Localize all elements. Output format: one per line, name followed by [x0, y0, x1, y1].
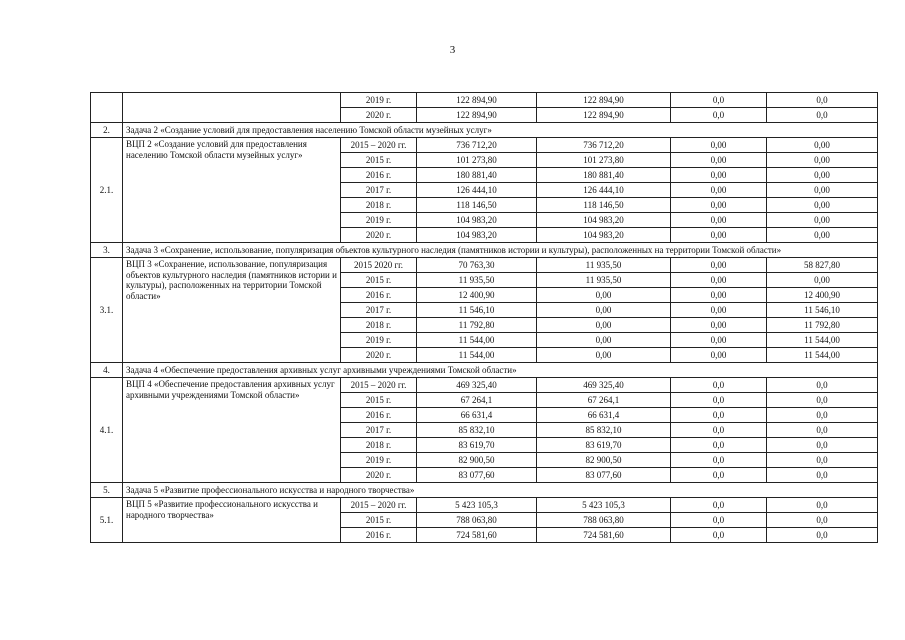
other-sources-cell: 0,0 [767, 393, 878, 408]
task-number: 2. [91, 123, 123, 138]
regional-budget-cell: 67 264,1 [537, 393, 671, 408]
regional-budget-cell: 180 881,40 [537, 168, 671, 183]
year-cell: 2016 г. [341, 528, 417, 543]
federal-budget-cell: 0,0 [671, 498, 767, 513]
year-cell: 2018 г. [341, 198, 417, 213]
federal-budget-cell: 0,00 [671, 273, 767, 288]
program-number: 2.1. [91, 138, 123, 243]
regional-budget-cell: 0,00 [537, 303, 671, 318]
total-value-cell: 126 444,10 [417, 183, 537, 198]
task-title: Задача 2 «Создание условий для предоставления населению Томской области музейных услуг» [123, 123, 878, 138]
federal-budget-cell: 0,0 [671, 528, 767, 543]
total-value-cell: 180 881,40 [417, 168, 537, 183]
page-number: 3 [449, 44, 456, 56]
regional-budget-cell: 0,00 [537, 288, 671, 303]
year-cell: 2019 г. [341, 333, 417, 348]
program-number: 3.1. [91, 258, 123, 363]
federal-budget-cell: 0,0 [671, 423, 767, 438]
program-number: 4.1. [91, 378, 123, 483]
federal-budget-cell: 0,00 [671, 288, 767, 303]
total-value-cell: 11 544,00 [417, 348, 537, 363]
federal-budget-cell: 0,00 [671, 303, 767, 318]
total-value-cell: 12 400,90 [417, 288, 537, 303]
total-value-cell: 788 063,80 [417, 513, 537, 528]
year-cell: 2015 – 2020 гг. [341, 138, 417, 153]
total-value-cell: 104 983,20 [417, 228, 537, 243]
year-cell: 2016 г. [341, 168, 417, 183]
task-number: 4. [91, 363, 123, 378]
regional-budget-cell: 104 983,20 [537, 213, 671, 228]
table-row [91, 498, 878, 513]
total-value-cell: 469 325,40 [417, 378, 537, 393]
other-sources-cell: 0,00 [767, 198, 878, 213]
other-sources-cell: 0,00 [767, 183, 878, 198]
federal-budget-cell: 0,0 [671, 438, 767, 453]
year-cell: 2017 г. [341, 303, 417, 318]
federal-budget-cell: 0,00 [671, 213, 767, 228]
program-description: ВЦП 5 «Развитие профессионального искусства и народного творчества» [123, 498, 341, 543]
table-row [91, 93, 878, 108]
description-cell [123, 93, 341, 123]
regional-budget-cell: 0,00 [537, 318, 671, 333]
other-sources-cell: 0,0 [767, 498, 878, 513]
total-value-cell: 66 631,4 [417, 408, 537, 423]
total-value-cell: 82 900,50 [417, 453, 537, 468]
regional-budget-cell: 83 619,70 [537, 438, 671, 453]
regional-budget-cell: 82 900,50 [537, 453, 671, 468]
other-sources-cell: 0,0 [767, 378, 878, 393]
federal-budget-cell: 0,0 [671, 393, 767, 408]
regional-budget-cell: 469 325,40 [537, 378, 671, 393]
program-description: ВЦП 3 «Сохранение, использование, популяризация объектов культурного наследия (памятников истории и культуры), расположенных на территории Томской области» [123, 258, 341, 363]
regional-budget-cell: 101 273,80 [537, 153, 671, 168]
program-number: 5.1. [91, 498, 123, 543]
table-body [91, 93, 878, 543]
year-cell: 2016 г. [341, 408, 417, 423]
regional-budget-cell: 104 983,20 [537, 228, 671, 243]
year-cell: 2017 г. [341, 423, 417, 438]
federal-budget-cell: 0,00 [671, 198, 767, 213]
task-row [91, 243, 878, 258]
total-value-cell: 104 983,20 [417, 213, 537, 228]
table-row [91, 378, 878, 393]
other-sources-cell: 11 546,10 [767, 303, 878, 318]
regional-budget-cell: 0,00 [537, 348, 671, 363]
year-cell: 2015 г. [341, 393, 417, 408]
federal-budget-cell: 0,00 [671, 258, 767, 273]
federal-budget-cell: 0,0 [671, 468, 767, 483]
regional-budget-cell: 788 063,80 [537, 513, 671, 528]
year-cell: 2019 г. [341, 453, 417, 468]
regional-budget-cell: 11 935,50 [537, 258, 671, 273]
total-value-cell: 11 546,10 [417, 303, 537, 318]
other-sources-cell: 0,00 [767, 168, 878, 183]
other-sources-cell: 11 544,00 [767, 333, 878, 348]
other-sources-cell: 0,0 [767, 438, 878, 453]
federal-budget-cell: 0,00 [671, 183, 767, 198]
other-sources-cell: 58 827,80 [767, 258, 878, 273]
federal-budget-cell: 0,00 [671, 153, 767, 168]
year-cell: 2019 г. [341, 213, 417, 228]
federal-budget-cell: 0,00 [671, 318, 767, 333]
task-row [91, 123, 878, 138]
year-cell: 2015 г. [341, 513, 417, 528]
total-value-cell: 70 763,30 [417, 258, 537, 273]
total-value-cell: 11 792,80 [417, 318, 537, 333]
other-sources-cell: 0,0 [767, 108, 878, 123]
total-value-cell: 724 581,60 [417, 528, 537, 543]
total-value-cell: 118 146,50 [417, 198, 537, 213]
federal-budget-cell: 0,00 [671, 333, 767, 348]
regional-budget-cell: 0,00 [537, 333, 671, 348]
other-sources-cell: 0,00 [767, 228, 878, 243]
year-cell: 2015 – 2020 гг. [341, 498, 417, 513]
federal-budget-cell: 0,0 [671, 453, 767, 468]
federal-budget-cell: 0,0 [671, 108, 767, 123]
regional-budget-cell: 85 832,10 [537, 423, 671, 438]
other-sources-cell: 0,00 [767, 273, 878, 288]
task-title: Задача 4 «Обеспечение предоставления архивных услуг архивными учреждениями Томской области» [123, 363, 878, 378]
regional-budget-cell: 724 581,60 [537, 528, 671, 543]
federal-budget-cell: 0,00 [671, 228, 767, 243]
row-number-cell [91, 93, 123, 123]
other-sources-cell: 12 400,90 [767, 288, 878, 303]
other-sources-cell: 0,00 [767, 138, 878, 153]
other-sources-cell: 0,00 [767, 213, 878, 228]
total-value-cell: 85 832,10 [417, 423, 537, 438]
year-cell: 2020 г. [341, 468, 417, 483]
regional-budget-cell: 83 077,60 [537, 468, 671, 483]
year-cell: 2015 2020 гг. [341, 258, 417, 273]
regional-budget-cell: 66 631,4 [537, 408, 671, 423]
funding-table [90, 92, 878, 543]
other-sources-cell: 11 792,80 [767, 318, 878, 333]
table-row [91, 138, 878, 153]
program-description: ВЦП 2 «Создание условий для предоставления населению Томской области музейных услуг» [123, 138, 341, 243]
year-cell: 2015 – 2020 гг. [341, 378, 417, 393]
federal-budget-cell: 0,0 [671, 93, 767, 108]
other-sources-cell: 0,0 [767, 528, 878, 543]
task-number: 3. [91, 243, 123, 258]
total-value-cell: 101 273,80 [417, 153, 537, 168]
year-cell: 2020 г. [341, 348, 417, 363]
regional-budget-cell: 118 146,50 [537, 198, 671, 213]
total-value-cell: 83 077,60 [417, 468, 537, 483]
regional-budget-cell: 122 894,90 [537, 93, 671, 108]
year-cell: 2018 г. [341, 318, 417, 333]
regional-budget-cell: 11 935,50 [537, 273, 671, 288]
year-cell: 2015 г. [341, 273, 417, 288]
year-cell: 2017 г. [341, 183, 417, 198]
total-value-cell: 67 264,1 [417, 393, 537, 408]
total-value-cell: 5 423 105,3 [417, 498, 537, 513]
other-sources-cell: 0,0 [767, 408, 878, 423]
federal-budget-cell: 0,0 [671, 513, 767, 528]
year-cell: 2020 г. [341, 108, 417, 123]
total-value-cell: 11 935,50 [417, 273, 537, 288]
total-value-cell: 11 544,00 [417, 333, 537, 348]
task-title: Задача 3 «Сохранение, использование, популяризация объектов культурного наследия (памятников истории и культуры), расположенных на территории Томской области» [123, 243, 878, 258]
regional-budget-cell: 122 894,90 [537, 108, 671, 123]
year-cell: 2020 г. [341, 228, 417, 243]
regional-budget-cell: 736 712,20 [537, 138, 671, 153]
federal-budget-cell: 0,0 [671, 408, 767, 423]
task-row [91, 483, 878, 498]
year-cell: 2016 г. [341, 288, 417, 303]
other-sources-cell: 11 544,00 [767, 348, 878, 363]
other-sources-cell: 0,0 [767, 423, 878, 438]
year-cell: 2015 г. [341, 153, 417, 168]
year-cell: 2018 г. [341, 438, 417, 453]
other-sources-cell: 0,00 [767, 153, 878, 168]
year-cell: 2019 г. [341, 93, 417, 108]
total-value-cell: 736 712,20 [417, 138, 537, 153]
regional-budget-cell: 126 444,10 [537, 183, 671, 198]
total-value-cell: 122 894,90 [417, 93, 537, 108]
table-row [91, 258, 878, 273]
other-sources-cell: 0,0 [767, 468, 878, 483]
federal-budget-cell: 0,00 [671, 138, 767, 153]
total-value-cell: 83 619,70 [417, 438, 537, 453]
other-sources-cell: 0,0 [767, 453, 878, 468]
task-row [91, 363, 878, 378]
task-title: Задача 5 «Развитие профессионального искусства и народного творчества» [123, 483, 878, 498]
federal-budget-cell: 0,00 [671, 168, 767, 183]
total-value-cell: 122 894,90 [417, 108, 537, 123]
federal-budget-cell: 0,00 [671, 348, 767, 363]
federal-budget-cell: 0,0 [671, 378, 767, 393]
program-description: ВЦП 4 «Обеспечение предоставления архивных услуг архивными учреждениями Томской области» [123, 378, 341, 483]
task-number: 5. [91, 483, 123, 498]
other-sources-cell: 0,0 [767, 513, 878, 528]
regional-budget-cell: 5 423 105,3 [537, 498, 671, 513]
other-sources-cell: 0,0 [767, 93, 878, 108]
